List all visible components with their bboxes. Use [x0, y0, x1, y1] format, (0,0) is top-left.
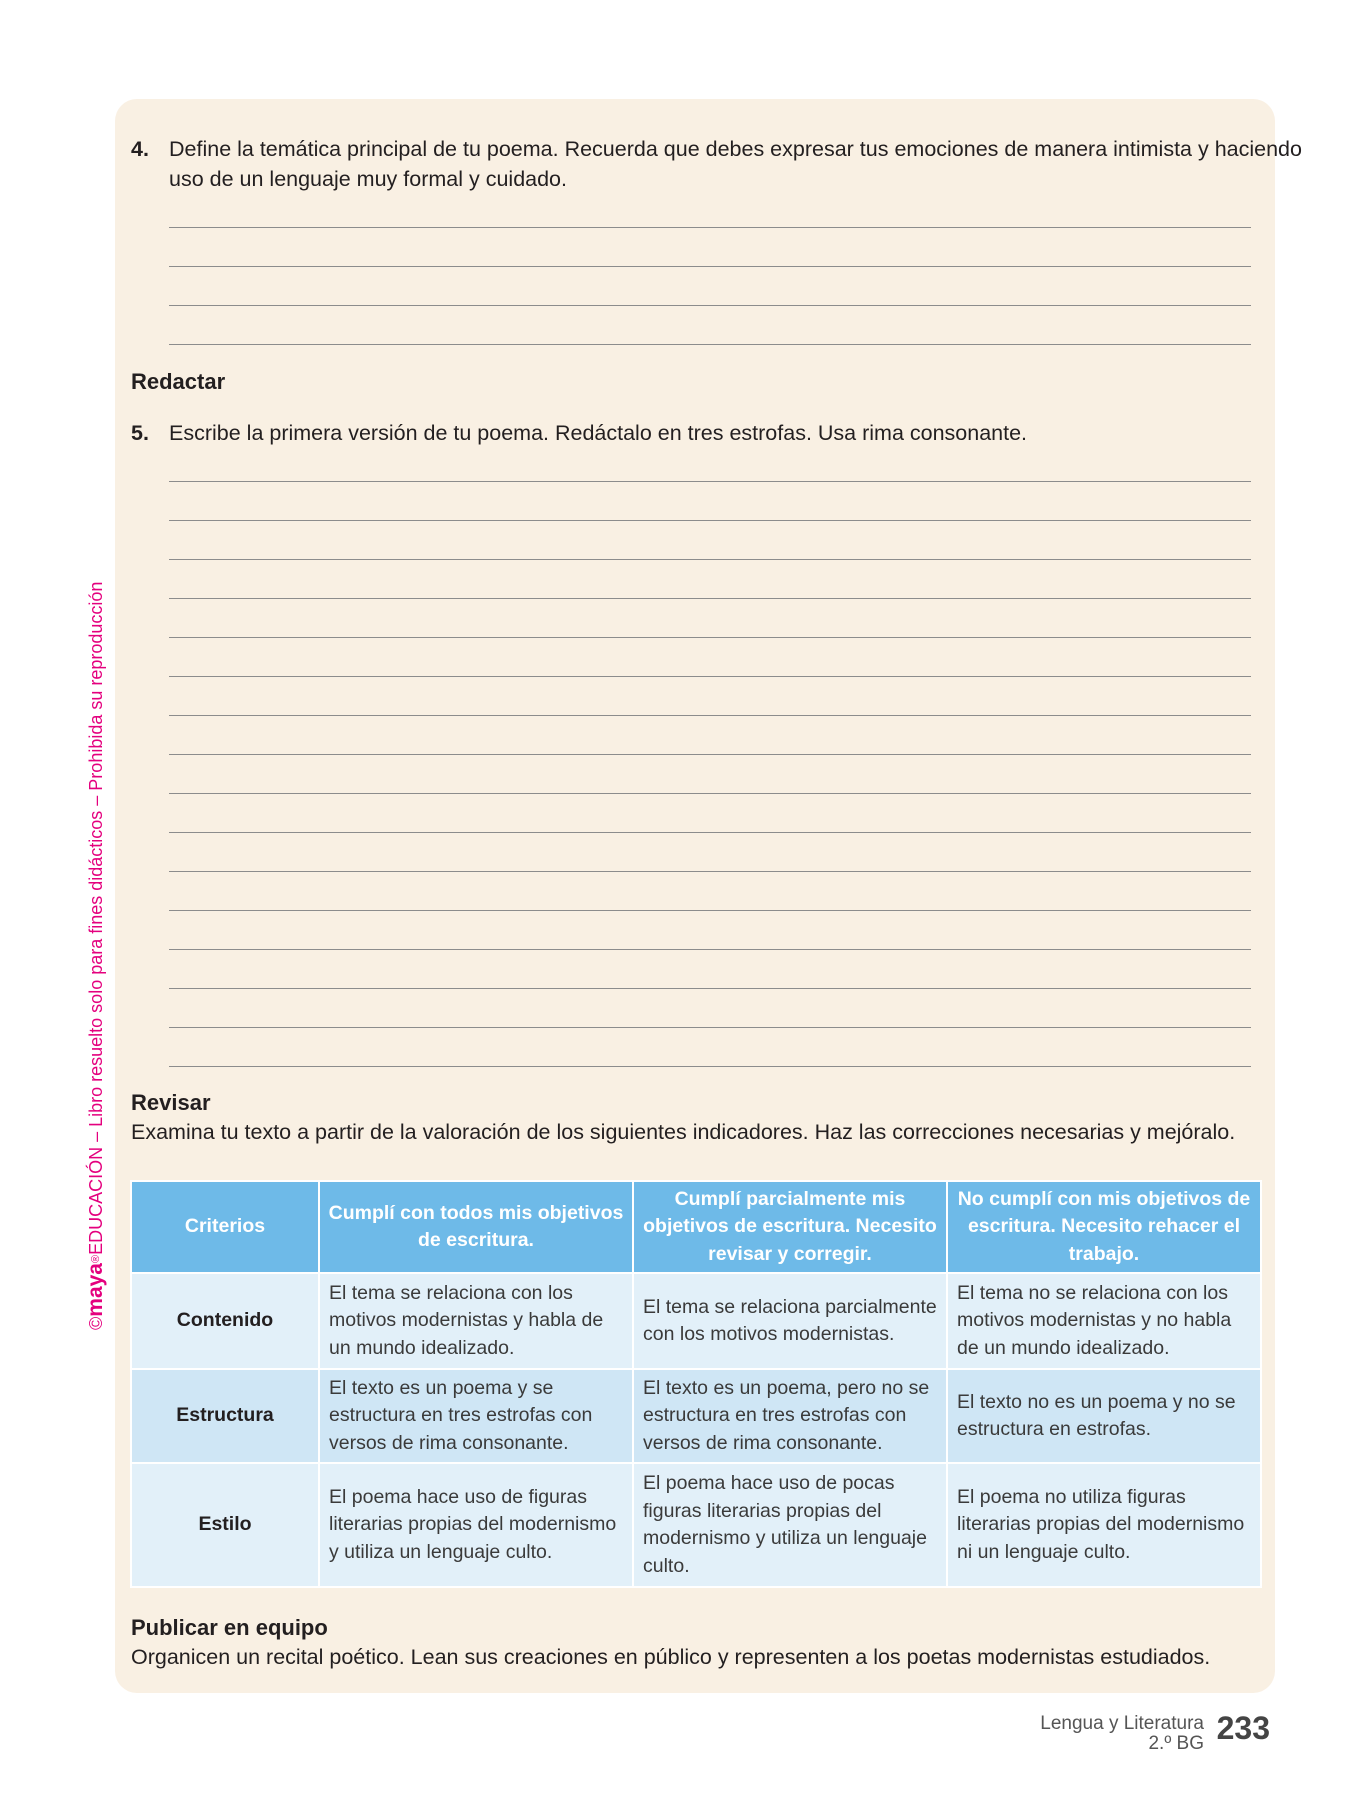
publicar-instructions: Organicen un recital poético. Lean sus creaciones en público y representen a los poetas modernistas estudiados.	[131, 1645, 1211, 1669]
registered-mark: ®	[90, 1254, 102, 1264]
full-cell: El poema hace uso de figuras literarias propias del modernismo y utiliza un lenguaje culto.	[319, 1463, 633, 1587]
revisar-instructions: Examina tu texto a partir de la valoración de los siguientes indicadores. Haz las correcciones necesarias y mejóralo.	[131, 1120, 1236, 1144]
answer-line[interactable]	[169, 521, 1251, 560]
answer-line[interactable]	[169, 716, 1251, 755]
answer-line[interactable]	[169, 599, 1251, 638]
answer-line[interactable]	[169, 267, 1251, 306]
answer-lines-q4[interactable]	[169, 189, 1251, 345]
answer-line[interactable]	[169, 833, 1251, 872]
page-number: 233	[1216, 1710, 1270, 1746]
rubric-table	[130, 1180, 1262, 1588]
answer-line[interactable]	[169, 989, 1251, 1028]
question-4-number: 4.	[131, 137, 149, 161]
rubric-row-estilo	[131, 1463, 1261, 1587]
full-cell: El tema se relaciona con los motivos modernistas y habla de un mundo idealizado.	[319, 1273, 633, 1369]
brand-logo-text: maya	[84, 1263, 107, 1317]
none-cell: El poema no utiliza figuras literarias propias del modernismo ni un lenguaje culto.	[947, 1463, 1261, 1587]
answer-line[interactable]	[169, 189, 1251, 228]
header-none: No cumplí con mis objetivos de escritura. Necesito rehacer el trabajo.	[947, 1181, 1261, 1273]
grade-label: 2.º BG	[1148, 1733, 1204, 1754]
answer-line[interactable]	[169, 794, 1251, 833]
subject-name: Lengua y Literatura	[1040, 1713, 1204, 1734]
none-cell: El texto no es un poema y no se estructura en estrofas.	[947, 1369, 1261, 1463]
question-4-text: Define la temática principal de tu poema. Recuerda que debes expresar tus emociones de manera intimista y haciendo uso de un lenguaje muy formal y cuidado.	[169, 137, 1302, 191]
partial-cell: El tema se relaciona parcialmente con los motivos modernistas.	[633, 1273, 947, 1369]
criterion-cell: Contenido	[131, 1273, 319, 1369]
question-5-number: 5.	[131, 421, 149, 445]
answer-line[interactable]	[169, 950, 1251, 989]
redactar-heading: Redactar	[131, 369, 226, 394]
answer-line[interactable]	[169, 911, 1251, 950]
publicar-heading: Publicar en equipo	[131, 1615, 328, 1640]
full-cell: El texto es un poema y se estructura en tres estrofas con versos de rima consonante.	[319, 1369, 633, 1463]
rubric-header-row	[131, 1181, 1261, 1273]
header-full: Cumplí con todos mis objetivos de escritura.	[319, 1181, 633, 1273]
criterion-cell: Estilo	[131, 1463, 319, 1587]
answer-lines-q5[interactable]	[169, 443, 1251, 1067]
answer-line[interactable]	[169, 1028, 1251, 1067]
none-cell: El tema no se relaciona con los motivos modernistas y no habla de un mundo idealizado.	[947, 1273, 1261, 1369]
header-criterios: Criterios	[131, 1181, 319, 1273]
rubric-row-contenido	[131, 1273, 1261, 1369]
criterion-cell: Estructura	[131, 1369, 319, 1463]
copyright-text: EDUCACIÓN – Libro resuelto solo para fines didácticos – Prohibida su reproducción	[86, 581, 106, 1255]
answer-line[interactable]	[169, 638, 1251, 677]
answer-line[interactable]	[169, 306, 1251, 345]
answer-line[interactable]	[169, 677, 1251, 716]
copyright-symbol: ©	[86, 1316, 106, 1330]
question-5-text: Escribe la primera versión de tu poema. Redáctalo en tres estrofas. Usa rima consonante.	[169, 421, 1028, 445]
partial-cell: El texto es un poema, pero no se estructura en tres estrofas con versos de rima consonante.	[633, 1369, 947, 1463]
footer-subject	[1040, 1714, 1204, 1754]
copyright-sidebar	[84, 582, 108, 1330]
rubric-row-estructura	[131, 1369, 1261, 1463]
answer-line[interactable]	[169, 755, 1251, 794]
header-partial: Cumplí parcialmente mis objetivos de escritura. Necesito revisar y corregir.	[633, 1181, 947, 1273]
revisar-heading: Revisar	[131, 1090, 211, 1115]
answer-line[interactable]	[169, 872, 1251, 911]
answer-line[interactable]	[169, 560, 1251, 599]
answer-line[interactable]	[169, 443, 1251, 482]
answer-line[interactable]	[169, 228, 1251, 267]
partial-cell: El poema hace uso de pocas figuras literarias propias del modernismo y utiliza un lenguaje culto.	[633, 1463, 947, 1587]
answer-line[interactable]	[169, 482, 1251, 521]
